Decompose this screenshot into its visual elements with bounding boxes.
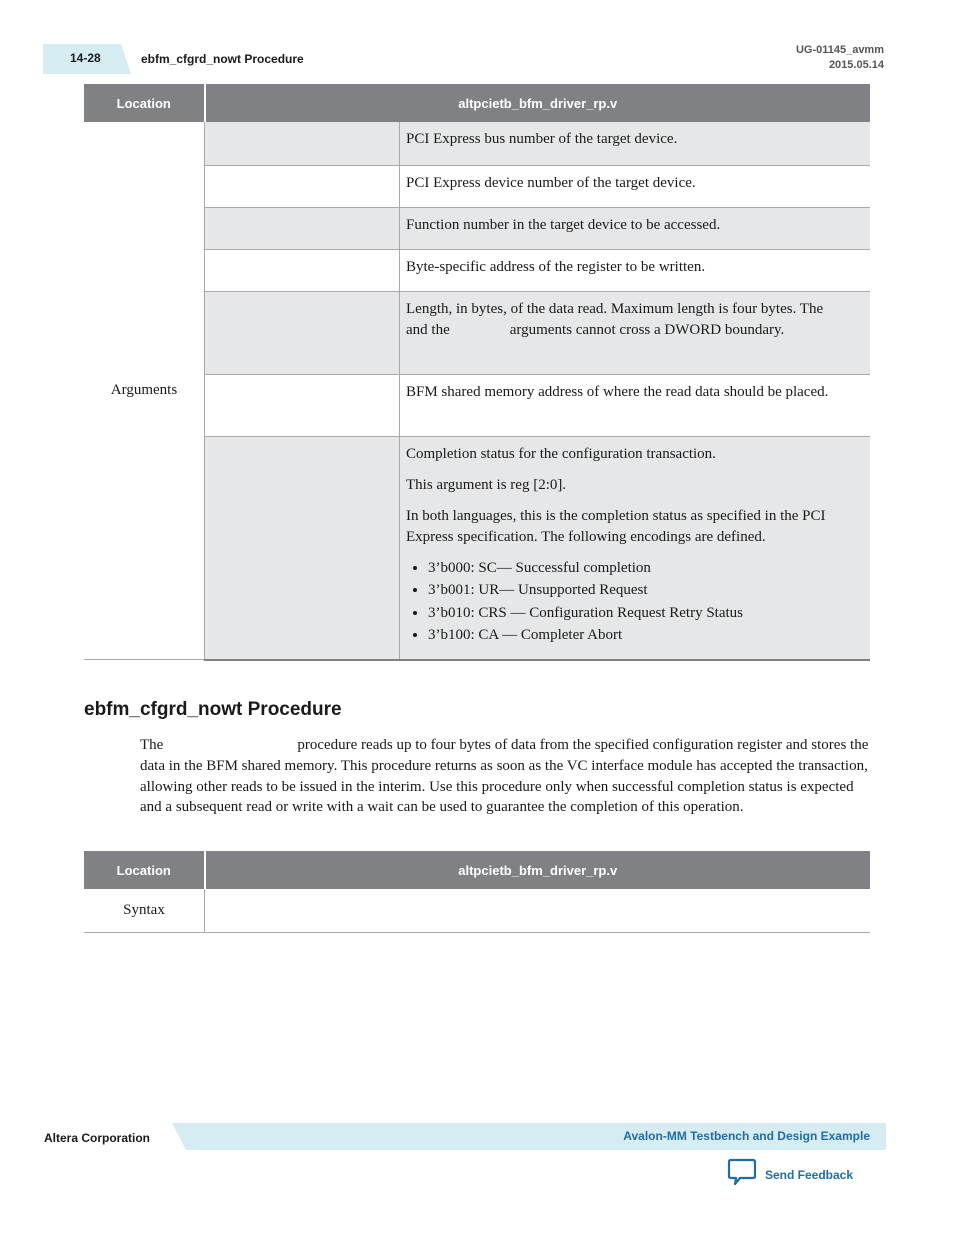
argument-name	[205, 122, 400, 165]
argument-description	[400, 436, 871, 660]
list-item: • 3’b001: UR— Unsupported Request	[428, 579, 864, 602]
argument-name	[205, 249, 400, 291]
row-label-arguments: Arguments	[84, 122, 205, 660]
row-label-syntax: Syntax	[84, 889, 205, 932]
table-header-file: altpcietb_bfm_driver_rp.v	[205, 84, 871, 122]
list-item: • 3’b010: CRS — Configuration Request Retry Status	[428, 602, 864, 625]
argument-description: PCI Express device number of the target device.	[400, 165, 871, 207]
arguments-table	[84, 84, 884, 661]
table-header-location: Location	[84, 851, 205, 889]
table-row	[84, 122, 870, 165]
footer-company: Altera Corporation	[44, 1131, 151, 1145]
syntax-table	[84, 851, 870, 933]
argument-name	[205, 207, 400, 249]
document-code: UG-01145_avmm	[795, 44, 884, 56]
description-paragraph: In both languages, this is the completion status as specified in the PCI Express specification. The following encodings are defined.	[406, 507, 826, 545]
document-id	[796, 43, 884, 73]
list-item: • 3’b100: CA — Completer Abort	[428, 624, 864, 647]
argument-description: Length, in bytes, of the data read. Maximum length is four bytes. The and the arguments cannot cross a DWORD boundary.	[400, 291, 871, 374]
syntax-value	[205, 889, 871, 932]
argument-description: PCI Express bus number of the target device.	[400, 122, 871, 165]
description-paragraph: Completion status for the configuration transaction.	[406, 445, 716, 462]
list-item: • 3’b000: SC— Successful completion	[428, 557, 864, 580]
description-paragraph: This argument is reg [2:0].	[406, 476, 567, 493]
status-encodings-list	[406, 557, 864, 647]
send-feedback-label: Send Feedback	[765, 1167, 854, 1182]
argument-name	[205, 165, 400, 207]
running-header-title: ebfm_cfgrd_nowt Procedure	[141, 52, 304, 66]
argument-name	[205, 374, 400, 436]
table-header-file: altpcietb_bfm_driver_rp.v	[205, 851, 871, 889]
argument-description: BFM shared memory address of where the read data should be placed.	[400, 374, 871, 436]
argument-name	[205, 436, 400, 660]
chapter-link[interactable]: Avalon-MM Testbench and Design Example	[623, 1129, 870, 1143]
document-date: 2015.05.14	[828, 59, 884, 71]
page-number: 14-28	[70, 51, 101, 65]
body-text-prefix: The	[140, 737, 164, 753]
speech-bubble-icon	[727, 1158, 757, 1191]
body-text: procedure reads up to four bytes of data from the specified configuration register and stores the data in the BFM shared memory. This procedure returns as soon as the VC interface module has accepted the transaction, allowing other reads to be issued in the interim. Use this procedure only when successful completion status is expected and a subsequent read or write with a wait can be used to guarantee the completion of this operation.	[140, 737, 869, 816]
argument-name	[205, 291, 400, 374]
argument-description: Byte-specific address of the register to be written.	[400, 249, 871, 291]
section-body	[140, 735, 872, 818]
send-feedback-button[interactable]	[727, 1158, 853, 1191]
argument-description: Function number in the target device to be accessed.	[400, 207, 871, 249]
section-heading: ebfm_cfgrd_nowt Procedure	[84, 699, 342, 720]
table-row	[84, 889, 870, 932]
table-header-location: Location	[84, 84, 205, 122]
